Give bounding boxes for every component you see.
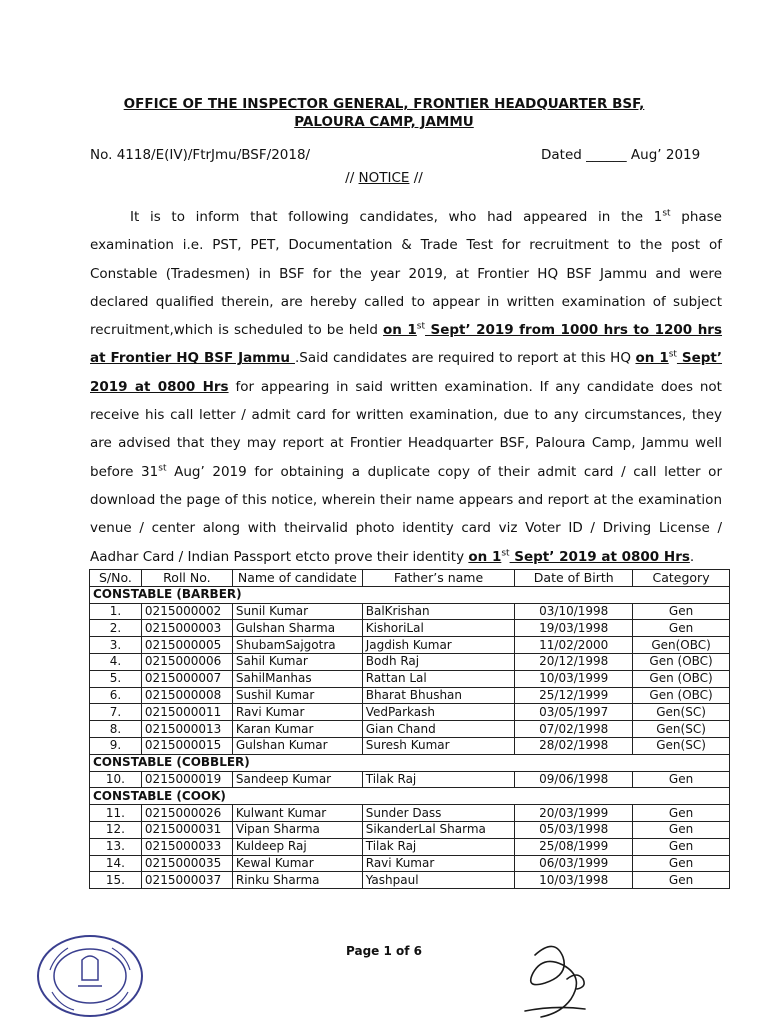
cell-father-name: VedParkash <box>362 704 515 721</box>
cell-category: Gen(SC) <box>633 704 730 721</box>
cell-candidate-name: Ravi Kumar <box>232 704 362 721</box>
cell-dob: 06/03/1999 <box>515 855 633 872</box>
cell-dob: 09/06/1998 <box>515 771 633 788</box>
cell-sno: 5. <box>90 670 142 687</box>
notice-heading <box>0 170 768 186</box>
cell-sno: 10. <box>90 771 142 788</box>
table-row <box>90 670 730 687</box>
cell-roll-no: 0215000026 <box>141 805 232 822</box>
cell-dob: 20/03/1999 <box>515 805 633 822</box>
cell-roll-no: 0215000006 <box>141 653 232 670</box>
cell-candidate-name: Karan Kumar <box>232 721 362 738</box>
cell-sno: 6. <box>90 687 142 704</box>
cell-sno: 13. <box>90 838 142 855</box>
report-time-a: on 1 <box>635 350 669 367</box>
cell-category: Gen <box>633 620 730 637</box>
notice-suffix: // <box>409 170 423 186</box>
cell-candidate-name: Kulwant Kumar <box>232 805 362 822</box>
table-row <box>90 653 730 670</box>
cell-father-name: Rattan Lal <box>362 670 515 687</box>
cell-roll-no: 0215000007 <box>141 670 232 687</box>
identity-time-a: on 1 <box>468 548 502 565</box>
exam-schedule-b: Sept’ 2019 from 1000 hrs to 1200 hrs at Frontier HQ BSF Jammu <box>90 322 722 367</box>
cell-dob: 28/02/1998 <box>515 737 633 754</box>
cell-category: Gen (OBC) <box>633 653 730 670</box>
sup-st: st <box>158 463 167 474</box>
cell-sno: 14. <box>90 855 142 872</box>
cell-sno: 3. <box>90 637 142 654</box>
office-title <box>0 95 768 131</box>
table-row <box>90 805 730 822</box>
cell-roll-no: 0215000015 <box>141 737 232 754</box>
cell-roll-no: 0215000002 <box>141 603 232 620</box>
body-part3: .Said candidates are required to report at this HQ <box>294 350 636 367</box>
cell-dob: 03/10/1998 <box>515 603 633 620</box>
cell-dob: 25/12/1999 <box>515 687 633 704</box>
table-row <box>90 620 730 637</box>
table-row <box>90 771 730 788</box>
table-row <box>90 704 730 721</box>
table-row <box>90 687 730 704</box>
header-father-name: Father’s name <box>362 570 515 587</box>
section-title: CONSTABLE (COBBLER) <box>90 754 730 771</box>
table-row <box>90 838 730 855</box>
body-part6: . <box>689 548 695 565</box>
cell-category: Gen(SC) <box>633 737 730 754</box>
section-row <box>90 754 730 771</box>
sup-st: st <box>662 208 671 219</box>
cell-roll-no: 0215000008 <box>141 687 232 704</box>
cell-roll-no: 0215000031 <box>141 821 232 838</box>
cell-dob: 10/03/1999 <box>515 670 633 687</box>
table-row <box>90 603 730 620</box>
cell-father-name: Suresh Kumar <box>362 737 515 754</box>
cell-category: Gen (OBC) <box>633 670 730 687</box>
cell-dob: 03/05/1997 <box>515 704 633 721</box>
cell-category: Gen <box>633 855 730 872</box>
cell-roll-no: 0215000035 <box>141 855 232 872</box>
table-row <box>90 855 730 872</box>
cell-sno: 12. <box>90 821 142 838</box>
cell-roll-no: 0215000033 <box>141 838 232 855</box>
body-part4: for appearing in said written examination. If any candidate does not receive his call letter / admit card for written examination, due to any circumstances, they are advised that they may report at Frontier Headquarter BSF, Paloura Camp, Jammu well before 31 <box>90 378 722 480</box>
cell-father-name: Sunder Dass <box>362 805 515 822</box>
cell-father-name: Jagdish Kumar <box>362 637 515 654</box>
cell-father-name: SikanderLal Sharma <box>362 821 515 838</box>
cell-dob: 07/02/1998 <box>515 721 633 738</box>
table-row <box>90 637 730 654</box>
header-dob: Date of Birth <box>515 570 633 587</box>
cell-candidate-name: ShubamSajgotra <box>232 637 362 654</box>
body-part2: phase examination i.e. PST, PET, Documentation & Trade Test for recruitment to the post of Constable (Tradesmen) in BSF for the year 2019, at Frontier HQ BSF Jammu and were declared qualified therein, are hereby called to appear in written examination of subject recruitment,which is scheduled to be held <box>90 209 722 339</box>
exam-schedule-a: on 1 <box>383 322 417 339</box>
body-part5: Aug’ 2019 for obtaining a duplicate copy of their admit card / call letter or download the page of this notice, wherein their name appears and report at the examination venue / center along with theirvalid photo identity card viz Voter ID / Driving License / Aadhar Card / Indian Passport etcto prove their identity <box>90 463 722 565</box>
cell-category: Gen <box>633 821 730 838</box>
cell-sno: 1. <box>90 603 142 620</box>
cell-sno: 2. <box>90 620 142 637</box>
section-row <box>90 586 730 603</box>
cell-sno: 15. <box>90 872 142 889</box>
sup-st: st <box>501 548 510 559</box>
table-row <box>90 872 730 889</box>
cell-sno: 9. <box>90 737 142 754</box>
cell-father-name: Tilak Raj <box>362 771 515 788</box>
cell-candidate-name: Kuldeep Raj <box>232 838 362 855</box>
cell-roll-no: 0215000003 <box>141 620 232 637</box>
cell-sno: 11. <box>90 805 142 822</box>
cell-category: Gen <box>633 805 730 822</box>
cell-roll-no: 0215000013 <box>141 721 232 738</box>
cell-dob: 11/02/2000 <box>515 637 633 654</box>
office-title-line1: OFFICE OF THE INSPECTOR GENERAL, FRONTIER HEADQUARTER BSF, <box>123 96 645 112</box>
cell-dob: 25/08/1999 <box>515 838 633 855</box>
candidate-table <box>89 569 730 889</box>
cell-candidate-name: Rinku Sharma <box>232 872 362 889</box>
notice-prefix: // <box>345 170 359 186</box>
header-candidate-name: Name of candidate <box>232 570 362 587</box>
reference-number: No. 4118/E(IV)/FtrJmu/BSF/2018/ <box>90 147 311 163</box>
cell-father-name: Ravi Kumar <box>362 855 515 872</box>
office-title-line2: PALOURA CAMP, JAMMU <box>294 114 474 130</box>
cell-category: Gen <box>633 872 730 889</box>
cell-dob: 10/03/1998 <box>515 872 633 889</box>
cell-candidate-name: Sandeep Kumar <box>232 771 362 788</box>
cell-category: Gen(OBC) <box>633 637 730 654</box>
cell-candidate-name: Gulshan Kumar <box>232 737 362 754</box>
cell-candidate-name: Sunil Kumar <box>232 603 362 620</box>
table-row <box>90 721 730 738</box>
cell-father-name: KishoriLal <box>362 620 515 637</box>
header-category: Category <box>633 570 730 587</box>
section-row <box>90 788 730 805</box>
cell-category: Gen(SC) <box>633 721 730 738</box>
header-roll-no: Roll No. <box>141 570 232 587</box>
identity-time-b: Sept’ 2019 at 0800 Hrs <box>509 548 690 565</box>
bsf-seal-icon <box>30 930 150 1020</box>
cell-roll-no: 0215000037 <box>141 872 232 889</box>
table-body <box>90 586 730 888</box>
cell-dob: 20/12/1998 <box>515 653 633 670</box>
cell-sno: 4. <box>90 653 142 670</box>
cell-candidate-name: SahilManhas <box>232 670 362 687</box>
body-part1: It is to inform that following candidates, who had appeared in the 1 <box>130 209 663 225</box>
notice-body <box>90 203 722 571</box>
signature-icon <box>505 935 605 1020</box>
sup-st: st <box>668 349 677 360</box>
cell-candidate-name: Vipan Sharma <box>232 821 362 838</box>
cell-roll-no: 0215000005 <box>141 637 232 654</box>
cell-category: Gen (OBC) <box>633 687 730 704</box>
notice-word: NOTICE <box>358 170 410 186</box>
table-row <box>90 821 730 838</box>
cell-father-name: Bodh Raj <box>362 653 515 670</box>
cell-roll-no: 0215000011 <box>141 704 232 721</box>
cell-category: Gen <box>633 771 730 788</box>
report-time-b: Sept’ 2019 at 0800 Hrs <box>90 350 723 395</box>
sup-st: st <box>416 321 426 332</box>
cell-candidate-name: Sushil Kumar <box>232 687 362 704</box>
table-row <box>90 737 730 754</box>
cell-category: Gen <box>633 603 730 620</box>
dated-line: Dated ______ Aug’ 2019 <box>541 147 701 163</box>
cell-candidate-name: Gulshan Sharma <box>232 620 362 637</box>
cell-father-name: Gian Chand <box>362 721 515 738</box>
table-header-row <box>90 570 730 587</box>
cell-sno: 7. <box>90 704 142 721</box>
cell-dob: 19/03/1998 <box>515 620 633 637</box>
cell-father-name: BalKrishan <box>362 603 515 620</box>
page-number: Page 1 of 6 <box>346 944 422 958</box>
cell-dob: 05/03/1998 <box>515 821 633 838</box>
cell-candidate-name: Sahil Kumar <box>232 653 362 670</box>
header-sno: S/No. <box>90 570 142 587</box>
cell-roll-no: 0215000019 <box>141 771 232 788</box>
cell-sno: 8. <box>90 721 142 738</box>
cell-candidate-name: Kewal Kumar <box>232 855 362 872</box>
cell-father-name: Bharat Bhushan <box>362 687 515 704</box>
section-title: CONSTABLE (COOK) <box>90 788 730 805</box>
cell-father-name: Yashpaul <box>362 872 515 889</box>
cell-category: Gen <box>633 838 730 855</box>
section-title: CONSTABLE (BARBER) <box>90 586 730 603</box>
cell-father-name: Tilak Raj <box>362 838 515 855</box>
